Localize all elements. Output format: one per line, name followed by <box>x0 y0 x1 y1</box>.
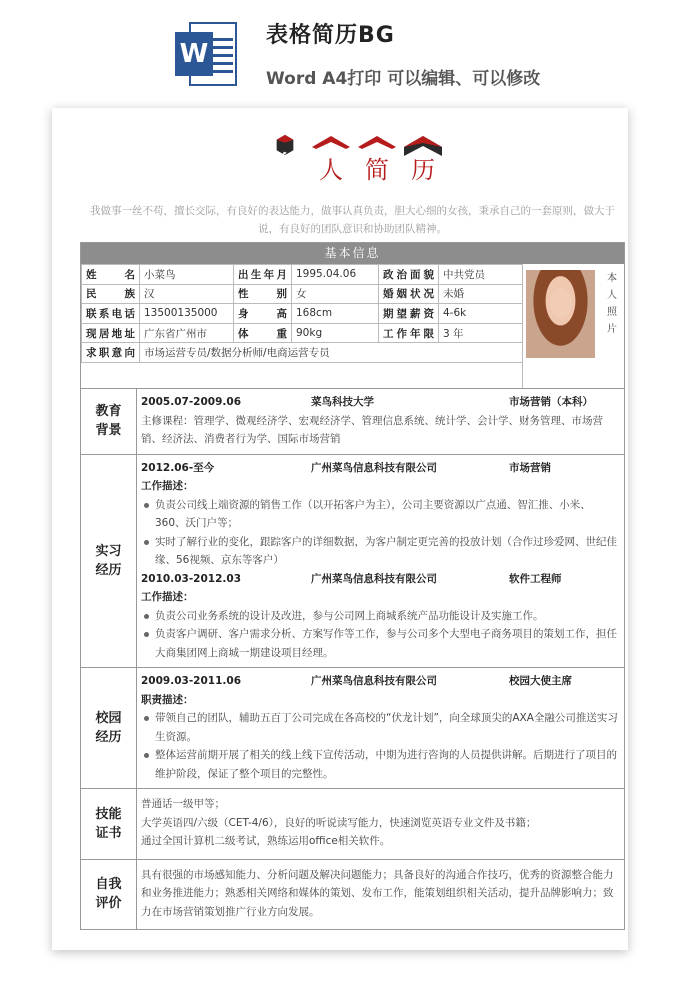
edu-major: 市场营销（本科） <box>509 396 593 408</box>
template-subtitle: Word A4打印 可以编辑、可以修改 <box>266 69 541 89</box>
skill-line: 大学英语四/六级（CET-4/6），良好的听说读写能力，快速浏览英语专业文件及书籍； <box>141 816 537 829</box>
basic-info-title: 基本信息 <box>81 243 624 264</box>
banner-hex-3 <box>356 134 398 184</box>
job-desc-label: 工作描述： <box>141 591 194 603</box>
profile-photo <box>526 270 595 358</box>
field-label: 政治面貌 <box>379 265 439 285</box>
table-row <box>82 284 523 304</box>
resume-banner <box>264 134 444 190</box>
field-value: 小菜鸟 <box>140 265 234 285</box>
self-eval-section <box>81 859 624 930</box>
table-row <box>82 304 523 324</box>
list-item: 负责公司业务系统的设计及改进，参与公司网上商城系统产品功能设计及实施工作。 <box>141 607 618 626</box>
list-item: 负责客户调研、客户需求分析、方案写作等工作，参与公司多个大型电子商务项目的策划工作，担任大商集团网上商城一期建设项目经理。 <box>141 625 618 662</box>
job-desc-label: 工作描述： <box>141 480 194 492</box>
list-item: 带领自己的团队，辅助五百丁公司完成在各高校的“伏龙计划”，向全球顶尖的AXA全融公司推送实习生资源。 <box>141 709 618 746</box>
section-label: 自我评价 <box>95 877 122 912</box>
job-intent-value: 市场运营专员/数据分析师/电商运营专员 <box>140 343 523 363</box>
section-label: 教育背景 <box>95 404 122 439</box>
resume-table <box>80 242 625 930</box>
banner-char: 历 <box>411 156 435 184</box>
field-label: 婚姻状况 <box>379 284 439 304</box>
banner-char: 简 <box>365 156 389 184</box>
edu-period: 2005.07-2009.06 <box>141 396 242 408</box>
basic-info-table <box>81 264 523 363</box>
field-value: 中共党员 <box>439 265 523 285</box>
section-label: 技能证书 <box>95 806 122 841</box>
edu-courses: 主修课程：管理学、微观经济学、宏观经济学、管理信息系统、统计学、会计学、财务管理、市场营销、经济法、消费者行为学、国际市场营销 <box>141 414 603 445</box>
section-label: 校园经历 <box>95 711 122 745</box>
field-label: 出生年月 <box>234 265 292 285</box>
banner-hex-2 <box>310 134 352 184</box>
intro-text: 我做事一丝不苟，擅长交际，有良好的表达能力，做事认真负责，胆大心细的女孩，秉承自己的一套原则，做大于说，有良好的团队意识和协助团队精神。 <box>90 205 615 235</box>
word-document-icon <box>175 22 237 86</box>
banner-hex-4 <box>402 134 444 184</box>
education-section <box>81 388 624 454</box>
section-label: 实习经历 <box>95 543 122 578</box>
photo-cell <box>522 264 625 388</box>
campus-period: 2009.03-2011.06 <box>141 675 242 687</box>
skill-line: 通过全国计算机二级考试，熟练运用office相关软件。 <box>141 835 391 847</box>
field-label: 求职意向 <box>82 343 140 363</box>
campus-company: 广州菜鸟信息科技有限公司 <box>311 675 437 687</box>
field-value: 4-6k <box>439 304 523 324</box>
banner-char: 人 <box>319 156 343 184</box>
job-period: 2012.06-至今 <box>141 461 215 474</box>
field-label: 期望薪资 <box>379 304 439 324</box>
job-company: 广州菜鸟信息科技有限公司 <box>311 572 437 585</box>
field-label: 身 高 <box>234 304 292 324</box>
field-value: 广东省广州市 <box>140 323 234 343</box>
field-label: 民 族 <box>82 284 140 304</box>
banner-hex-1 <box>264 134 306 184</box>
field-value: 13500135000 <box>140 304 234 324</box>
campus-role: 校园大使主席 <box>509 675 572 687</box>
field-value: 女 <box>292 284 379 304</box>
list-item: 负责公司线上端资源的销售工作（以开拓客户为主），公司主要资源以广点通、智汇推、小米、360、沃门户等； <box>141 496 618 533</box>
list-item: 实时了解行业的变化，跟踪客户的详细数据，为客户制定更完善的投放计划（合作过珍爱网、世纪佳缘、56视频、京东等客户） <box>141 533 618 570</box>
edu-school: 菜鸟科技大学 <box>311 396 374 408</box>
banner-char: 个 <box>273 150 297 178</box>
skill-line: 普通话一级甲等； <box>141 798 225 810</box>
field-value: 1995.04.06 <box>292 265 379 285</box>
field-value: 汉 <box>140 284 234 304</box>
job-role: 市场营销 <box>509 461 551 474</box>
skills-section <box>81 788 624 859</box>
list-item: 整体运营前期开展了相关的线上线下宣传活动，中期为进行咨询的人员提供讲解。后期进行了项目的维护阶段，保证了整个项目的完整性。 <box>141 746 618 783</box>
field-label: 现居地址 <box>82 323 140 343</box>
job-company: 广州菜鸟信息科技有限公司 <box>311 461 437 474</box>
field-value: 168cm <box>292 304 379 324</box>
field-label: 性 别 <box>234 284 292 304</box>
field-value: 90kg <box>292 323 379 343</box>
campus-desc-label: 职责描述： <box>141 693 194 706</box>
template-title: 表格简历BG <box>266 23 395 48</box>
field-value: 未婚 <box>439 284 523 304</box>
word-letter-icon: W <box>175 32 213 76</box>
field-label: 体 重 <box>234 323 292 343</box>
table-row <box>82 265 523 285</box>
basic-info <box>81 264 624 388</box>
field-label: 联系电话 <box>82 304 140 324</box>
field-label: 工作年限 <box>379 323 439 343</box>
field-label: 姓 名 <box>82 265 140 285</box>
field-value: 3 年 <box>439 323 523 343</box>
photo-label: 本人照片 <box>607 273 617 335</box>
table-row <box>82 343 523 363</box>
self-eval-text: 具有很强的市场感知能力、分析问题及解决问题能力；具备良好的沟通合作技巧，优秀的资源整合能力和业务推进能力；熟悉相关网络和媒体的策划、发布工作，能策划组织相关活动，提升品牌影响力；致力在市场营销策划推广行业方向发展。 <box>141 868 614 918</box>
table-row <box>82 323 523 343</box>
campus-section <box>81 667 624 788</box>
job-period: 2010.03-2012.03 <box>141 572 242 585</box>
preview-header <box>0 0 700 100</box>
job-role: 软件工程师 <box>509 572 562 585</box>
internship-section <box>81 454 624 668</box>
